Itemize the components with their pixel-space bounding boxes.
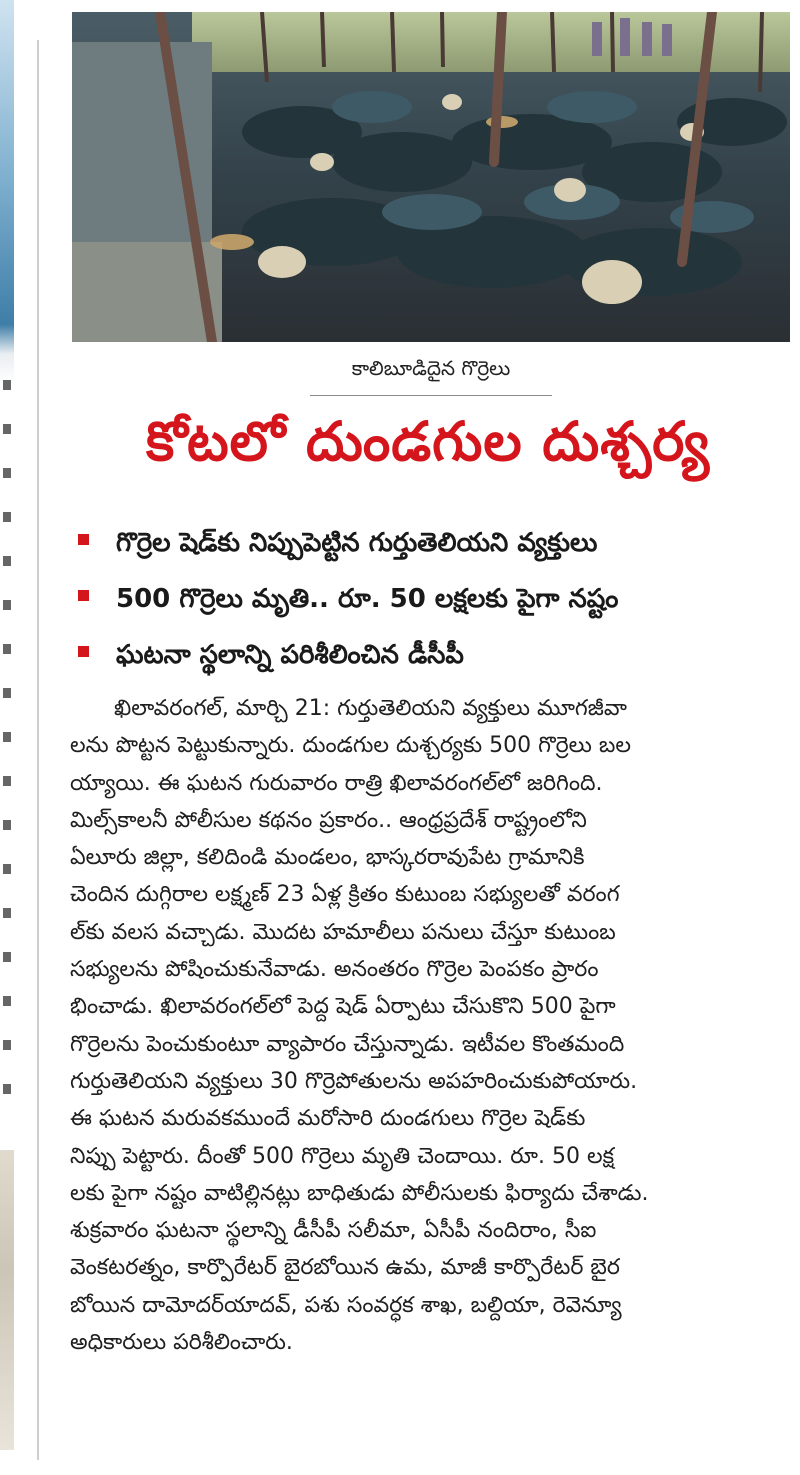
article-line: చెందిన దుగ్గిరాల లక్ష్మణ్ 23 ఏళ్ల క్రితం కుటుంబ సభ్యులతో వరంగ	[70, 882, 620, 908]
article-line: నిప్పు పెట్టారు. దీంతో 500 గొర్రెలు మృతి చెందాయి. రూ. 50 లక్ష	[70, 1143, 615, 1169]
article-line: శుక్రవారం ఘటనా స్థలాన్ని డీసీపీ సలీమా, ఏసీపీ నందిరాం, సీఐ	[70, 1218, 597, 1244]
photo-caption: కాలిబూడిదైన గొర్రెలు	[310, 356, 552, 396]
article-line: వెంకటరత్నం, కార్పొరేటర్ బైరబోయిన ఉమ, మాజీ కార్పొరేటర్ బైర	[70, 1255, 620, 1281]
article-line: ఏలూరు జిల్లా, కలిదిండి మండలం, భాస్కరరావుపేట గ్రామానికి	[70, 845, 585, 871]
article-line: గొర్రెలను పెంచుకుంటూ వ్యాపారం చేస్తున్నాడు. ఇటీవల కొంతమంది	[70, 1031, 625, 1057]
article-line: లను పొట్టన పెట్టుకున్నారు. దుండగుల దుశ్చర్యకు 500 గొర్రెలు బల	[70, 733, 631, 759]
bullet-square-icon	[78, 646, 89, 657]
highlight-item	[72, 576, 792, 632]
highlight-text: ఘటనా స్థలాన్ని పరిశీలించిన డీసీపీ	[116, 640, 464, 670]
headline: కోటలో దుండగుల దుశ్చర్య	[145, 410, 711, 473]
article-line: భించాడు. ఖిలావరంగల్‌లో పెద్ద షెడ్ ఏర్పాటు చేసుకొని 500 పైగా	[70, 994, 616, 1020]
article-line: య్యాయి. ఈ ఘటన గురువారం రాత్రి ఖిలావరంగల్‌లో జరిగింది.	[70, 770, 603, 796]
article-body	[70, 690, 792, 1361]
article-line: లకు పైగా నష్టం వాటిల్లినట్లు బాధితుడు పోలీసులకు ఫిర్యాదు చేశాడు.	[70, 1180, 649, 1206]
highlight-item	[72, 520, 792, 576]
article-line: ల్‌కు వలస వచ్చాడు. మొదట హమాలీలు పనులు చేస్తూ కుటుంబ	[70, 919, 616, 945]
highlight-item	[72, 632, 792, 688]
article-line: అధికారులు పరిశీలించారు.	[70, 1330, 293, 1356]
article-line: మిల్స్‌కాలనీ పోలీసుల కథనం ప్రకారం.. ఆంధ్రప్రదేశ్ రాష్ట్రంలోని	[70, 807, 587, 833]
bullet-square-icon	[78, 590, 89, 601]
article-line: ఈ ఘటన మరువకముందే మరోసారి దుండగులు గొర్రెల షెడ్‌కు	[70, 1106, 586, 1132]
news-photo	[72, 12, 790, 342]
bullet-square-icon	[78, 534, 89, 545]
adjacent-column-image-fragment	[0, 1150, 14, 1450]
article-line: గుర్తుతెలియని వ్యక్తులు 30 గొర్రెపోతులను అపహరించుకుపోయారు.	[70, 1068, 638, 1094]
highlight-text: 500 గొర్రెలు మృతి.. రూ. 50 లక్షలకు పైగా నష్టం	[116, 584, 619, 614]
article-line: బోయిన దామోదర్‌యాదవ్, పశు సంవర్ధక శాఖ, బల్దియా, రెవెన్యూ	[70, 1292, 622, 1318]
adjacent-column-text-fragments	[3, 380, 11, 1100]
highlights-list	[72, 520, 792, 688]
article-line: ఖిలావరంగల్, మార్చి 21: గుర్తుతెలియని వ్యక్తులు మూగజీవా	[114, 696, 627, 721]
article-line: సభ్యులను పోషించుకునేవాడు. అనంతరం గొర్రెల పెంపకం ప్రారం	[70, 957, 599, 983]
burnt-shed-illustration	[72, 12, 790, 342]
column-divider	[37, 40, 39, 1460]
adjacent-column-edge	[0, 0, 14, 1475]
highlight-text: గొర్రెల షెడ్‌కు నిప్పుపెట్టిన గుర్తుతెలియని వ్యక్తులు	[116, 528, 598, 558]
